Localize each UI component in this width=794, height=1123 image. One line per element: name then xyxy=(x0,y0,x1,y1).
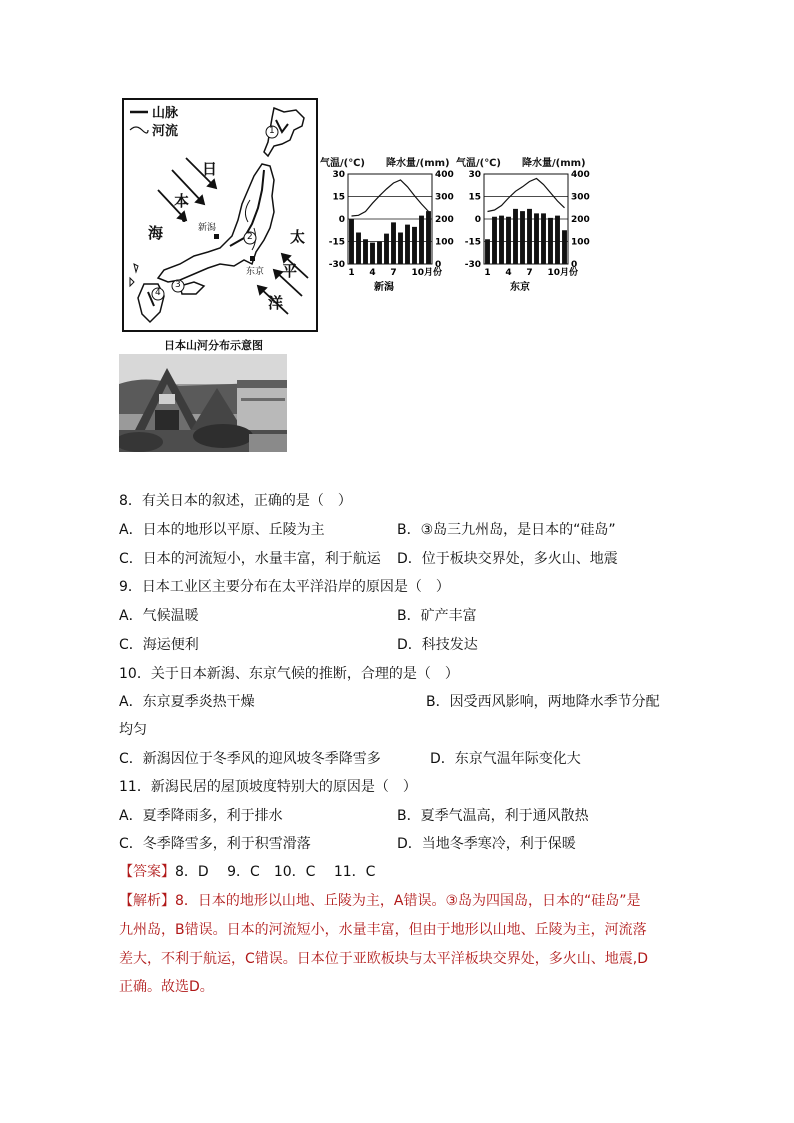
q9-option-b: B．矿产丰富 xyxy=(397,608,477,624)
legend-river: 河流 xyxy=(152,124,179,139)
sea-label-3: 海 xyxy=(148,224,164,242)
explanation-line-3: 差大，不利于航运，C错误。日本位于亚欧板块与太平洋板块交界处，多火山、地震,D xyxy=(119,951,649,967)
legend-mountain: 山脉 xyxy=(152,106,179,121)
temp-tick-label: 15 xyxy=(468,192,481,203)
precip-bar xyxy=(492,217,497,264)
temp-tick-label: 0 xyxy=(474,215,481,225)
precip-bar xyxy=(534,213,539,264)
q9-option-c: C．海运便利 xyxy=(119,637,199,653)
precip-tick-label: 0 xyxy=(571,260,578,270)
q8-option-a: A．日本的地形以平原、丘陵为主 xyxy=(119,522,325,538)
precip-bar xyxy=(412,227,417,264)
marker-3: 3 xyxy=(175,280,181,290)
station-name: 新潟 xyxy=(374,282,394,293)
precip-bar xyxy=(555,216,560,264)
precip-bar xyxy=(485,239,490,264)
month-tick-label: 7 xyxy=(390,268,397,278)
precip-bar xyxy=(419,216,424,264)
month-tick-label: 4 xyxy=(369,268,376,278)
precip-bar xyxy=(356,233,361,265)
niigata-plot xyxy=(320,166,460,302)
question-10: 10．关于日本新潟、东京气候的推断，合理的是（ ） xyxy=(119,666,459,682)
precip-bar xyxy=(527,209,532,264)
ocean-label-2: 平 xyxy=(282,262,298,280)
explanation-line-2: 九州岛，B错误。日本的河流短小，水量丰富，但由于地形以山地、丘陵为主，河流落 xyxy=(119,922,647,938)
temp-tick-label: -30 xyxy=(328,260,345,270)
precip-bar xyxy=(541,213,546,264)
temp-tick-label: -30 xyxy=(464,260,481,270)
q9-option-d: D．科技发达 xyxy=(397,637,478,653)
precip-bar xyxy=(506,217,511,264)
climate-chart-tokyo xyxy=(456,152,596,302)
explanation-tag: 【解析】 xyxy=(119,893,175,909)
climate-chart-niigata xyxy=(320,152,460,302)
explanation-line-4: 正确。故选D。 xyxy=(119,979,214,995)
q10-option-c: C．新潟因位于冬季风的迎风坡冬季降雪多 xyxy=(119,751,381,767)
precip-bar xyxy=(513,209,518,264)
answer-text: 8．D 9．C 10．C 11．C xyxy=(175,864,376,880)
q8-option-d: D．位于板块交界处，多火山、地震 xyxy=(397,551,618,567)
month-tick-label: 7 xyxy=(526,268,533,278)
precip-bar xyxy=(363,239,368,264)
precip-bar xyxy=(349,219,354,264)
marker-1: 1 xyxy=(269,126,275,136)
japan-map xyxy=(122,98,318,332)
city-niigata: 新潟 xyxy=(198,223,217,233)
gassho-house-photo xyxy=(119,354,287,452)
station-name: 东京 xyxy=(510,282,530,293)
precip-tick-label: 100 xyxy=(571,237,590,248)
precip-tick-label: 400 xyxy=(435,170,454,180)
precip-tick-label: 300 xyxy=(435,192,454,203)
q10-option-d: D．东京气温年际变化大 xyxy=(430,751,581,767)
city-tokyo: 东京 xyxy=(246,267,265,277)
temp-tick-label: 30 xyxy=(468,170,481,180)
answer-line xyxy=(119,862,375,882)
question-8: 8．有关日本的叙述，正确的是（ ） xyxy=(119,493,352,509)
question-11: 11．新潟民居的屋顶坡度特别大的原因是（ ） xyxy=(119,779,417,795)
precip-bar xyxy=(562,230,567,264)
explanation-text-1: 8．日本的地形以山地、丘陵为主，A错误。③岛为四国岛，日本的“硅岛”是 xyxy=(175,893,641,909)
temp-tick-label: 0 xyxy=(338,215,345,225)
map-caption: 日本山河分布示意图 xyxy=(164,339,263,352)
q11-option-b: B．夏季气温高，利于通风散热 xyxy=(397,808,589,824)
temp-axis-label: 气温/(℃) xyxy=(456,158,501,169)
precip-bar xyxy=(520,211,525,264)
month-tick-label: 1 xyxy=(348,268,355,278)
marker-2: 2 xyxy=(247,232,253,242)
precip-bar xyxy=(405,225,410,264)
q10-option-b-cont: 均匀 xyxy=(119,722,147,738)
answer-tag: 【答案】 xyxy=(119,864,175,880)
temp-tick-label: -15 xyxy=(328,237,345,248)
sea-label-2: 本 xyxy=(174,192,190,210)
q11-option-d: D．当地冬季寒冷，利于保暖 xyxy=(397,836,576,852)
temp-tick-label: 30 xyxy=(332,170,345,180)
explanation-line-1 xyxy=(119,891,641,911)
precip-tick-label: 400 xyxy=(571,170,590,180)
precip-bar xyxy=(384,234,389,264)
q11-option-c: C．冬季降雪多，利于积雪滑落 xyxy=(119,836,311,852)
month-tick-label: 10月份 xyxy=(411,268,443,278)
precip-bar xyxy=(377,242,382,265)
precip-axis-label: 降水量/(mm) xyxy=(386,158,450,169)
sea-label-1: 日 xyxy=(202,160,218,178)
precip-tick-label: 100 xyxy=(435,237,454,248)
tokyo-plot xyxy=(456,166,596,302)
precip-bar xyxy=(398,233,403,265)
precip-axis-label: 降水量/(mm) xyxy=(522,158,586,169)
month-tick-label: 4 xyxy=(505,268,512,278)
temp-tick-label: -15 xyxy=(464,237,481,248)
temp-tick-label: 15 xyxy=(332,192,345,203)
precip-bar xyxy=(391,222,396,264)
month-tick-label: 10月份 xyxy=(547,268,579,278)
precip-tick-label: 300 xyxy=(571,192,590,203)
precip-tick-label: 200 xyxy=(571,215,590,225)
precip-tick-label: 200 xyxy=(435,215,454,225)
q10-option-b: B．因受西风影响，两地降水季节分配 xyxy=(426,694,660,710)
marker-4: 4 xyxy=(155,288,161,298)
question-9: 9．日本工业区主要分布在太平洋沿岸的原因是（ ） xyxy=(119,579,450,595)
q8-option-c: C．日本的河流短小，水量丰富，利于航运 xyxy=(119,551,381,567)
precip-bar xyxy=(370,243,375,264)
precip-bar xyxy=(499,216,504,264)
month-tick-label: 1 xyxy=(484,268,491,278)
q8-option-b: B．③岛三九州岛，是日本的“硅岛” xyxy=(397,522,616,538)
q9-option-a: A．气候温暖 xyxy=(119,608,199,624)
precip-tick-label: 0 xyxy=(435,260,442,270)
precip-bar xyxy=(548,218,553,264)
temp-axis-label: 气温/(℃) xyxy=(320,158,365,169)
q11-option-a: A．夏季降雨多，利于排水 xyxy=(119,808,283,824)
q10-option-a: A．东京夏季炎热干燥 xyxy=(119,694,255,710)
precip-bar xyxy=(426,211,431,264)
ocean-label-1: 太 xyxy=(290,228,306,246)
ocean-label-3: 洋 xyxy=(268,294,284,312)
